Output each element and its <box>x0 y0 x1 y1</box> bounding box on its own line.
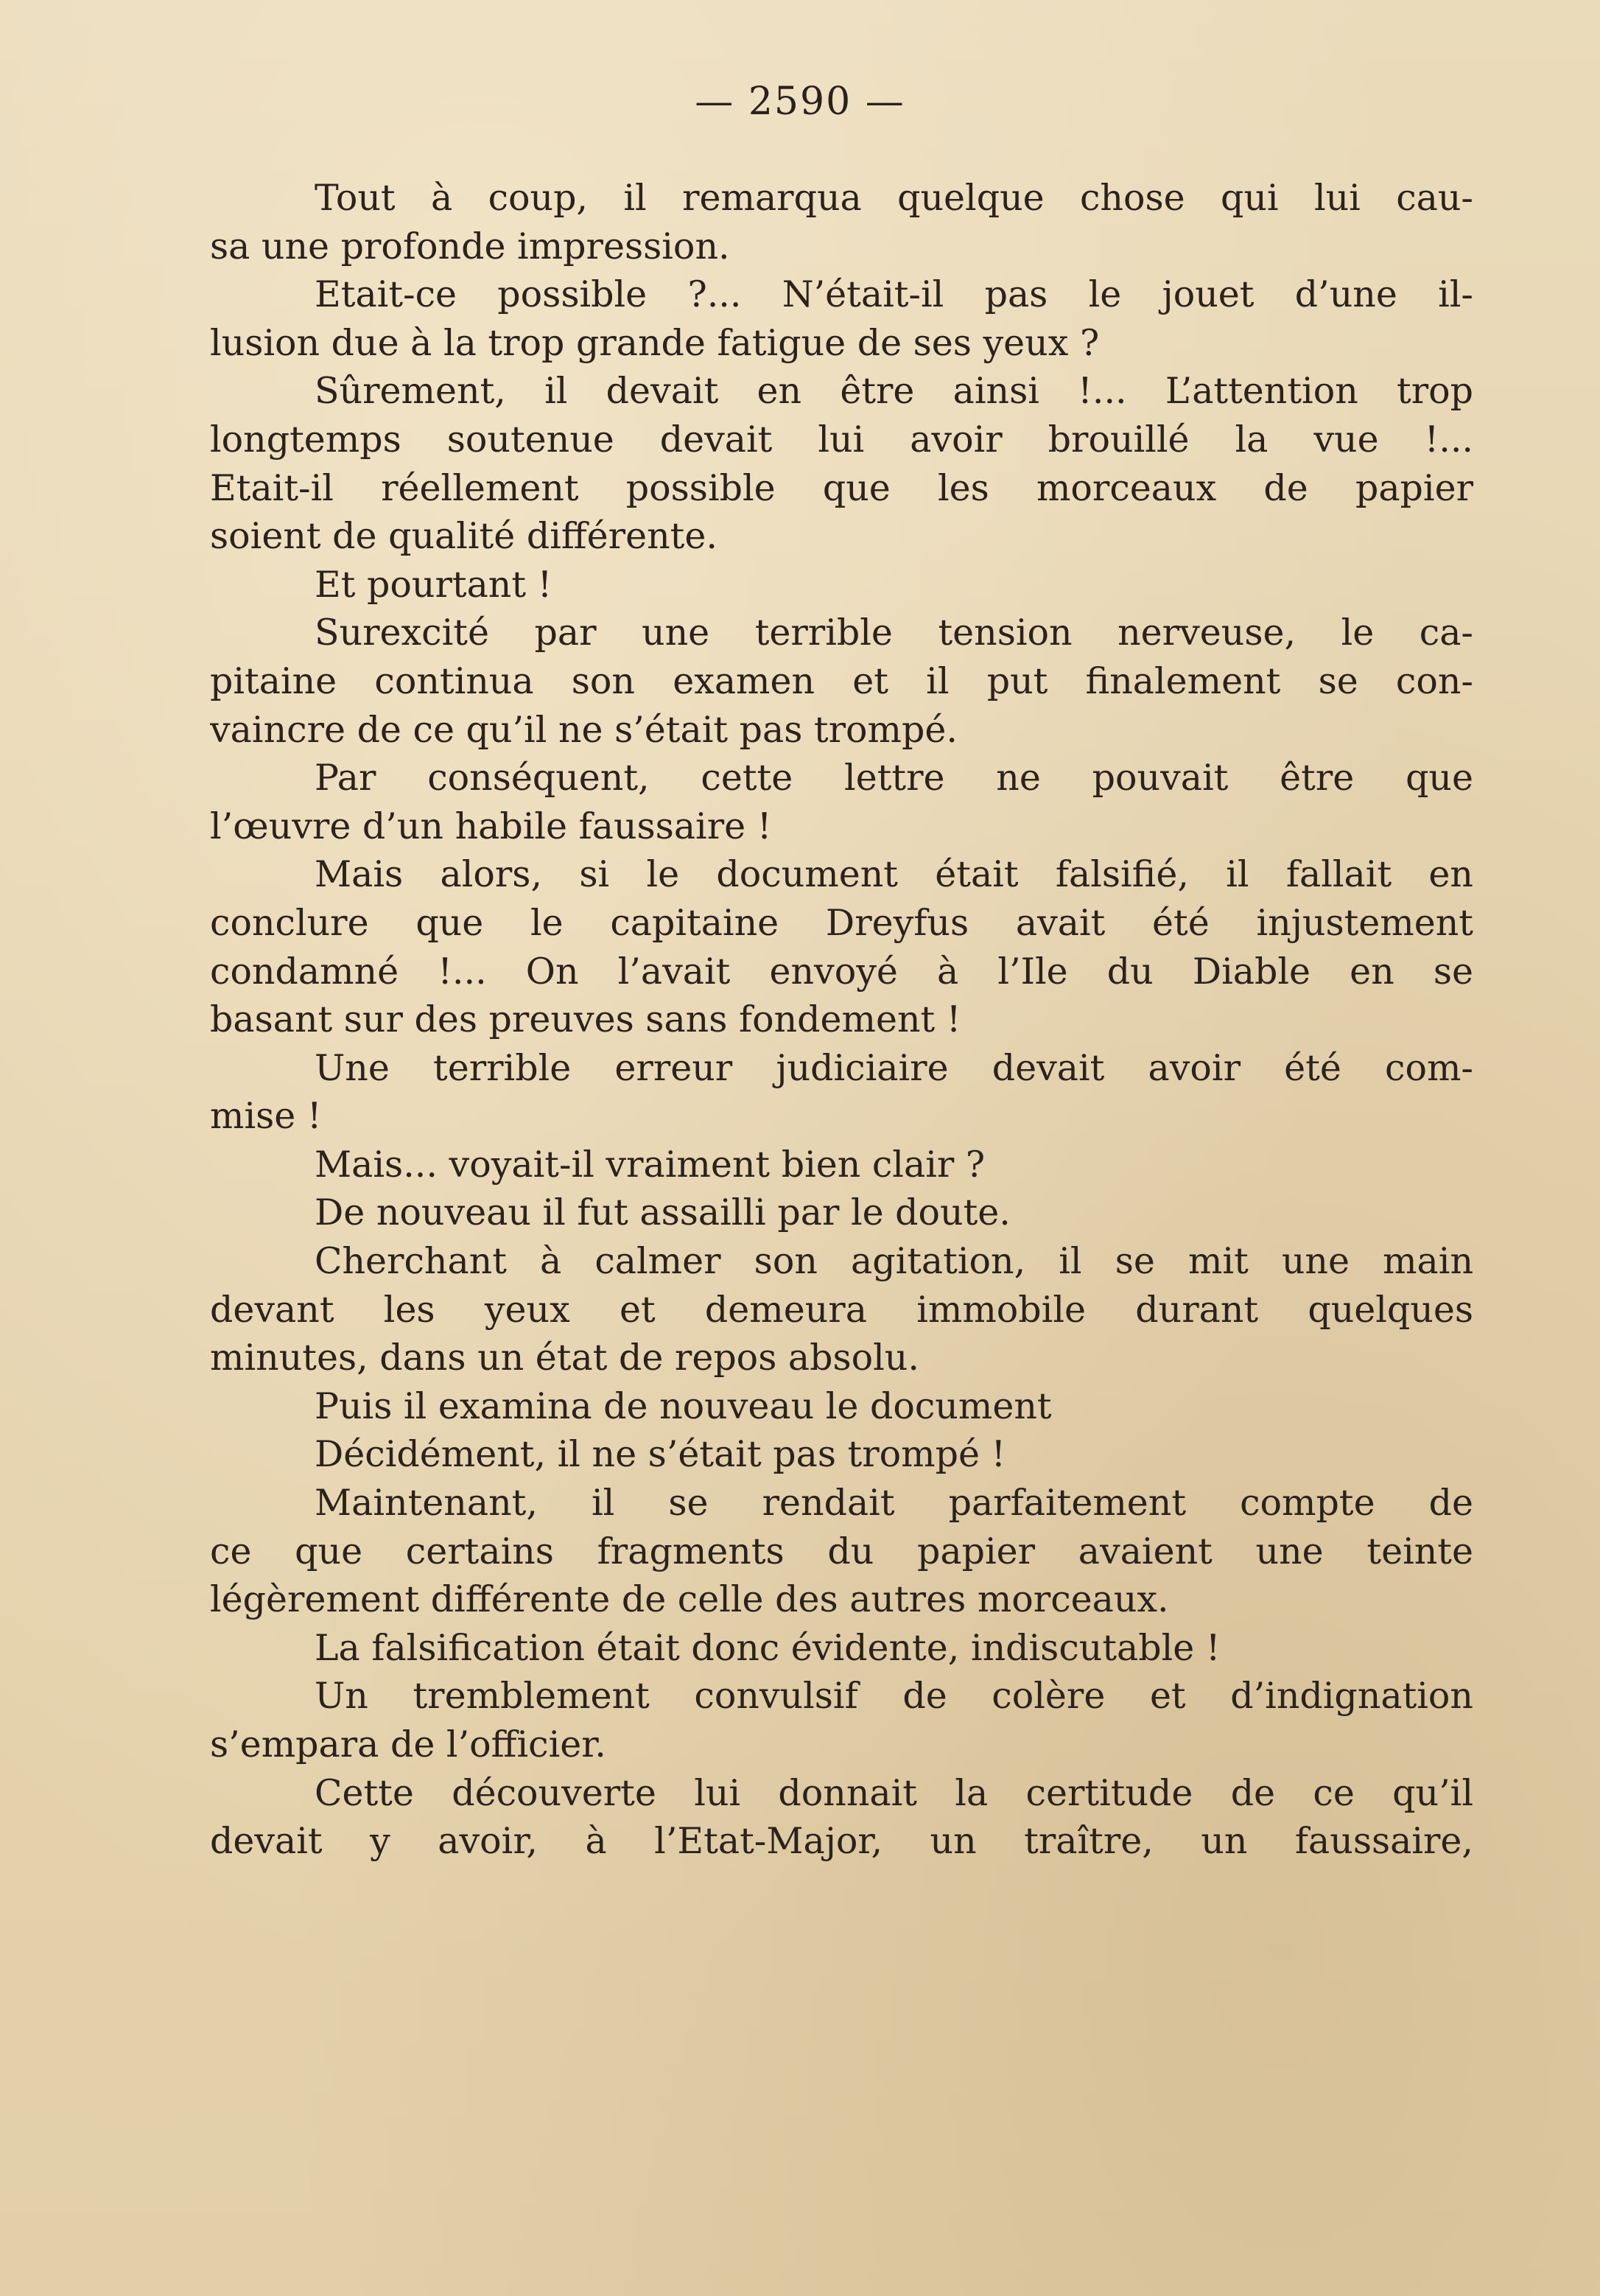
text-line: lusion due à la trop grande fatigue de ses yeux ? <box>210 321 1100 364</box>
text-line: Cherchant à calmer son agitation, il se mit une main <box>315 1240 1473 1283</box>
text-line: sa une profonde impression. <box>210 225 730 267</box>
text-line: Mais alors, si le document était falsifié, il fallait en <box>315 853 1473 896</box>
text-line: longtemps soutenue devait lui avoir brouillé la vue !... <box>210 418 1473 461</box>
text-line: Tout à coup, il remarqua quelque chose qui lui cau- <box>315 177 1473 219</box>
text-line: soient de qualité différente. <box>210 515 717 558</box>
text-line: devait y avoir, à l’Etat-Major, un traître, un faussaire, <box>210 1820 1473 1863</box>
text-line: Une terrible erreur judiciaire devait avoir été com- <box>315 1046 1473 1089</box>
text-line: ce que certains fragments du papier avaient une teinte <box>210 1530 1473 1572</box>
text-line: l’œuvre d’un habile faussaire ! <box>210 805 772 847</box>
text-line: Et pourtant ! <box>315 563 552 606</box>
text-line: Maintenant, il se rendait parfaitement compte de <box>315 1482 1473 1525</box>
page-number: — 2590 — <box>695 80 905 124</box>
text-line: Un tremblement convulsif de colère et d’indignation <box>315 1675 1473 1718</box>
text-line: pitaine continua son examen et il put finalement se con- <box>210 659 1473 702</box>
text-line: devant les yeux et demeura immobile durant quelques <box>210 1288 1473 1331</box>
text-line: basant sur des preuves sans fondement ! <box>210 998 961 1041</box>
text-line: Mais... voyait-il vraiment bien clair ? <box>315 1143 986 1186</box>
text-line: condamné !... On l’avait envoyé à l’Ile du Diable en se <box>210 950 1473 993</box>
text-line: Cette découverte lui donnait la certitude de ce qu’il <box>315 1771 1473 1814</box>
text-line: Sûrement, il devait en être ainsi !... L’attention trop <box>315 370 1473 413</box>
text-line: conclure que le capitaine Dreyfus avait été injustement <box>210 901 1473 944</box>
text-line: La falsification était donc évidente, indiscutable ! <box>315 1626 1221 1669</box>
text-line: minutes, dans un état de repos absolu. <box>210 1337 919 1379</box>
text-line: mise ! <box>210 1095 322 1138</box>
body-text <box>210 174 1473 1866</box>
text-line: s’empara de l’officier. <box>210 1723 606 1765</box>
text-line: De nouveau il fut assailli par le doute. <box>315 1191 1011 1234</box>
text-line: Etait-il réellement possible que les morceaux de papier <box>210 466 1473 509</box>
text-line: Par conséquent, cette lettre ne pouvait être que <box>315 757 1473 799</box>
text-line: Surexcité par une terrible tension nerveuse, le ca- <box>315 612 1473 654</box>
text-line: vaincre de ce qu’il ne s’était pas trompé. <box>210 708 958 751</box>
text-line: Puis il examina de nouveau le document <box>315 1385 1052 1427</box>
text-line: Etait-ce possible ?... N’était-il pas le jouet d’une il- <box>315 273 1473 316</box>
text-line: légèrement différente de celle des autres morceaux. <box>210 1578 1169 1621</box>
text-line: Décidément, il ne s’était pas trompé ! <box>315 1433 1006 1476</box>
